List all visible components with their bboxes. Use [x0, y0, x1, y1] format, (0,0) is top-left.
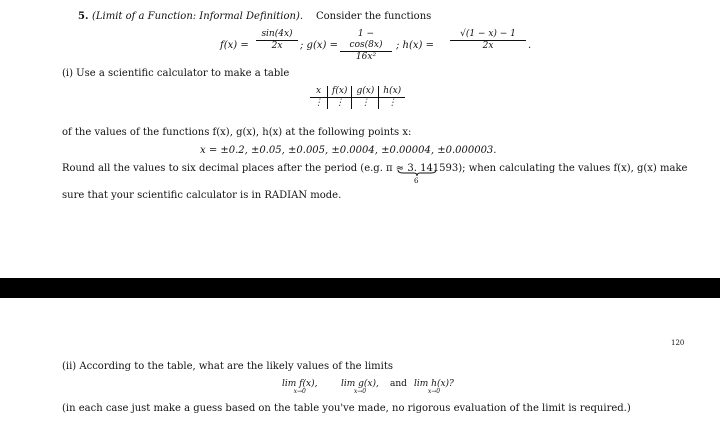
- page-bottom: [0, 298, 720, 428]
- header-x: x: [310, 86, 328, 98]
- g-fraction: [340, 29, 392, 63]
- brace-label: 6: [414, 177, 419, 185]
- functions-end: .: [528, 40, 532, 51]
- part1-instruction: (i) Use a scientific calculator to make a table: [62, 68, 290, 79]
- limit-f-sub: x→0: [293, 388, 306, 395]
- underbrace-icon: [397, 170, 437, 176]
- page-number: 120: [671, 339, 685, 347]
- page-divider: [0, 278, 720, 298]
- table-header-row: [310, 86, 405, 98]
- points-list: x = ±0.2, ±0.05, ±0.005, ±0.0004, ±0.00004, ±0.000003.: [200, 145, 497, 156]
- f-lhs: f(x) =: [220, 40, 249, 51]
- g-numerator: 1 − cos(8x): [340, 29, 392, 52]
- f-numerator: sin(4x): [256, 29, 298, 41]
- h-denominator: 2x: [482, 41, 494, 51]
- limit-h: lim h(x)? x→0: [414, 379, 454, 395]
- values-text: of the values of the functions f(x), g(x), h(x) at the following points x:: [62, 127, 412, 138]
- header-g: g(x): [352, 86, 379, 98]
- limit-g-sub: x→0: [353, 388, 367, 395]
- cell-g: ⋮: [352, 98, 379, 110]
- radian-text: sure that your scientific calculator is in RADIAN mode.: [62, 190, 342, 201]
- limit-h-sub: x→0: [427, 388, 441, 395]
- problem-title: (Limit of a Function: Informal Definition).: [92, 11, 304, 22]
- header-h: h(x): [379, 86, 405, 98]
- cell-f: ⋮: [328, 98, 352, 110]
- h-fraction: [450, 29, 526, 52]
- g-lhs: ; g(x) =: [300, 40, 338, 51]
- g-denominator: 16x²: [355, 52, 377, 62]
- h-lhs: ; h(x) =: [396, 40, 434, 51]
- f-fraction: [256, 29, 298, 52]
- cell-h: ⋮: [379, 98, 405, 110]
- h-numerator: √(1 − x) − 1: [450, 29, 526, 41]
- part2-note: (in each case just make a guess based on the table you've made, no rigorous evaluation of the limit is required.): [62, 403, 631, 414]
- header-f: f(x): [328, 86, 352, 98]
- rounding-text: Round all the values to six decimal places after the period (e.g. π ≈ 3. 141593); when calculating the values f(x), g(x) make: [62, 163, 688, 174]
- f-denominator: 2x: [271, 41, 283, 51]
- cell-x: ⋮: [314, 98, 323, 108]
- limit-f: lim f(x), x→0: [282, 379, 318, 395]
- limit-g: lim g(x), x→0: [341, 379, 379, 395]
- and-word: and: [390, 379, 407, 389]
- problem-number: 5.: [78, 11, 89, 22]
- values-table: [310, 86, 405, 109]
- table-row: [310, 98, 405, 110]
- problem-intro: Consider the functions: [316, 11, 432, 22]
- part2-question: (ii) According to the table, what are the likely values of the limits: [62, 361, 393, 372]
